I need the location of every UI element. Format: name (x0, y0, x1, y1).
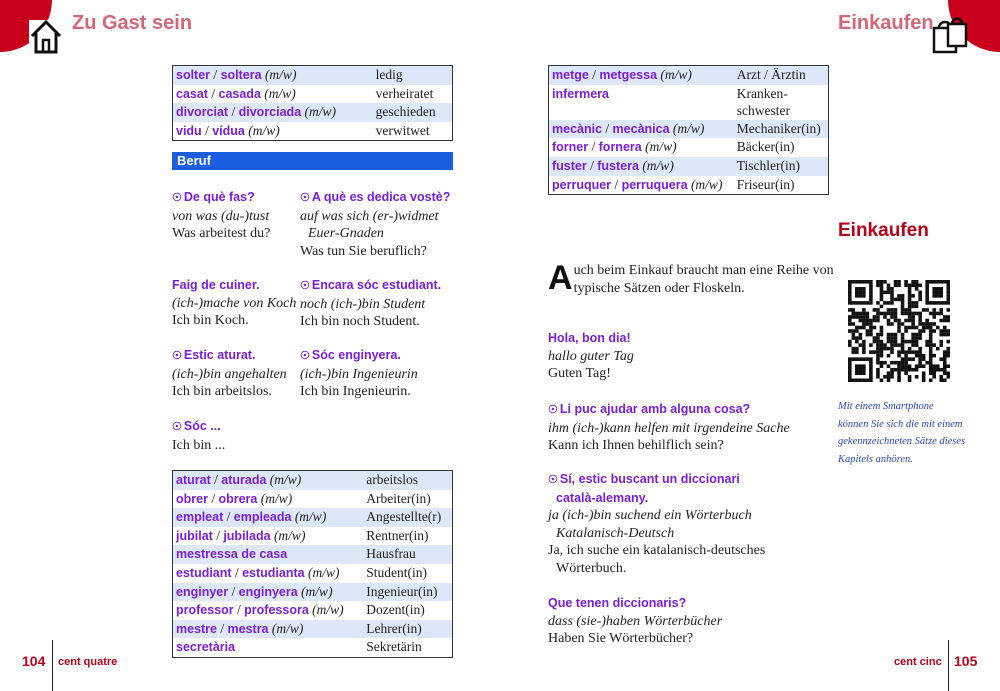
german-cell: Dozent(in) (366, 602, 425, 618)
table-row (549, 157, 829, 176)
catalan-cell: jubilat / jubilada (m/w) (176, 527, 306, 543)
family-status-table (172, 65, 453, 141)
catalan-cell: perruquer / perruquera (m/w) (552, 176, 723, 192)
catalan-cell: casat / casada (m/w) (176, 85, 296, 101)
german-cell: Sekretärin (366, 639, 422, 655)
header-right-title: Einkaufen (838, 12, 934, 34)
table-row (173, 601, 453, 620)
page-number-left: 104 (22, 653, 46, 669)
table-row (549, 85, 829, 120)
catalan-cell: mestressa de casa (173, 545, 364, 564)
ear-icon: ☉ (300, 192, 310, 204)
table-row (173, 122, 453, 141)
house-icon (26, 16, 66, 56)
phrase-block: Hola, bon dia! hallo guter Tag Guten Tag! (548, 331, 634, 382)
german-cell: ledig (373, 66, 453, 85)
catalan-cell: aturat / aturada (m/w) (173, 471, 364, 490)
jobs-table-2 (548, 65, 829, 195)
phrase-block: ☉ Sóc ... Ich bin ... (172, 419, 226, 453)
catalan-cell: mecànic / mecànica (m/w) (549, 120, 734, 139)
catalan-cell: divorciat / divorciada (m/w) (173, 103, 373, 122)
phrase-block: Que tenen diccionaris? dass (sie-)haben Wörterbücher Haben Sie Wörterbücher? (548, 596, 723, 647)
phrase-block: ☉ Estic aturat. (ich-)bin angehalten Ich bin arbeitslos. (172, 348, 287, 400)
table-row (173, 545, 453, 564)
catalan-cell: forner / fornera (m/w) (552, 139, 677, 155)
table-row (173, 471, 453, 490)
catalan-cell: mestre / mestra (m/w) (173, 620, 364, 639)
page-number-right: 105 (954, 653, 978, 669)
table-row (173, 66, 453, 85)
catalan-cell: vidu / vídua (m/w) (176, 122, 280, 138)
table-row (173, 527, 453, 546)
german-cell: Ingenieur(in) (363, 583, 452, 602)
catalan-cell: fuster / fustera (m/w) (549, 157, 734, 176)
section-title-einkaufen: Einkaufen (838, 220, 929, 241)
table-row (549, 176, 829, 195)
ear-icon: ☉ (300, 350, 310, 362)
ear-icon: ☉ (172, 350, 182, 362)
drop-cap: A (548, 259, 573, 297)
ear-icon: ☉ (300, 280, 310, 292)
german-cell: Friseur(in) (736, 176, 795, 192)
german-cell: Student(in) (366, 564, 427, 580)
german-cell: Arbeiter(in) (366, 490, 431, 506)
section-beruf: Beruf (172, 152, 453, 170)
ear-icon: ☉ (548, 404, 558, 416)
german-cell: Kranken- schwester (736, 85, 790, 119)
german-cell: Mechaniker(in) (734, 120, 829, 139)
german-cell: geschieden (373, 103, 453, 122)
catalan-cell: professor / professora (m/w) (176, 602, 344, 618)
german-cell: Angestellte(r) (363, 508, 452, 527)
german-cell: Lehrer(in) (363, 620, 452, 639)
intro-paragraph: Auch beim Einkauf braucht man eine Reihe von typische Sätzen oder Floskeln. (548, 259, 834, 297)
german-cell: verheiratet (375, 85, 434, 101)
table-row (173, 103, 453, 122)
table-row (549, 120, 829, 139)
table-row (173, 583, 453, 602)
german-cell: Tischler(in) (734, 157, 829, 176)
phrase-block: ☉ Encara sóc estudiant. noch (ich-)bin Student Ich bin noch Student. (300, 278, 442, 330)
catalan-cell: empleat / empleada (m/w) (173, 508, 364, 527)
catalan-cell: obrer / obrera (m/w) (176, 490, 293, 506)
phrase-block: ☉ De què fas? von was (du-)tust Was arbeitest du? (172, 190, 271, 242)
table-row (549, 66, 829, 85)
table-row (173, 620, 453, 639)
catalan-cell: solter / soltera (m/w) (173, 66, 373, 85)
ear-icon: ☉ (548, 474, 558, 486)
german-cell: arbeitslos (363, 471, 452, 490)
table-row (173, 638, 453, 657)
table-row (549, 138, 829, 157)
german-cell: Rentner(in) (366, 527, 429, 543)
phrase-block: ☉ Sí, estic buscant un diccionari català-alemany. ja (ich-)bin suchend ein Wörterbuch Katalanisch-Deutsch Ja, ich suche ein katalanisch-deutsches Wörterbuch. (548, 472, 766, 576)
german-cell: Arzt / Ärztin (734, 66, 829, 85)
header-left-title: Zu Gast sein (72, 12, 193, 34)
qr-code[interactable] (848, 280, 950, 382)
phrase-block: ☉ A què es dedica vostè? auf was sich (er-)widmet Euer-Gnaden Was tun Sie beruflich? (300, 190, 451, 259)
ear-icon: ☉ (172, 421, 182, 433)
phrase-block: Faig de cuiner. (ich-)mache von Koch Ich bin Koch. (172, 278, 297, 329)
catalan-cell: metge / metgessa (m/w) (549, 66, 734, 85)
phrase-block: ☉ Sóc enginyera. (ich-)bin Ingenieurin Ich bin Ingenieurin. (300, 348, 418, 400)
qr-note: Mit einem Smartphone können Sie sich die mit einem gekennzeichneten Sätze dieses Kapitels anhören. (838, 401, 966, 465)
shopping-bag-icon (930, 14, 972, 56)
footer-divider-right (948, 640, 949, 691)
table-row (173, 85, 453, 104)
footer-divider-left (52, 640, 53, 691)
german-cell: Hausfrau (363, 545, 452, 564)
jobs-table (172, 470, 453, 658)
table-row (173, 564, 453, 583)
catalan-cell: infermera (552, 86, 609, 101)
ear-icon: ☉ (172, 192, 182, 204)
german-cell: Bäcker(in) (736, 139, 795, 155)
german-cell: verwitwet (375, 122, 430, 138)
catalan-cell: enginyer / enginyera (m/w) (173, 583, 364, 602)
table-row (173, 508, 453, 527)
phrase-block: ☉ Li puc ajudar amb alguna cosa? ihm (ich-)kann helfen mit irgendeine Sache Kann ich Ihnen behilflich sein? (548, 402, 790, 454)
page-word-left: cent quatre (58, 656, 118, 668)
catalan-cell: secretària (176, 640, 236, 655)
catalan-cell: estudiant / estudianta (m/w) (176, 564, 340, 580)
page-word-right: cent cinc (894, 656, 942, 668)
table-row (173, 490, 453, 509)
